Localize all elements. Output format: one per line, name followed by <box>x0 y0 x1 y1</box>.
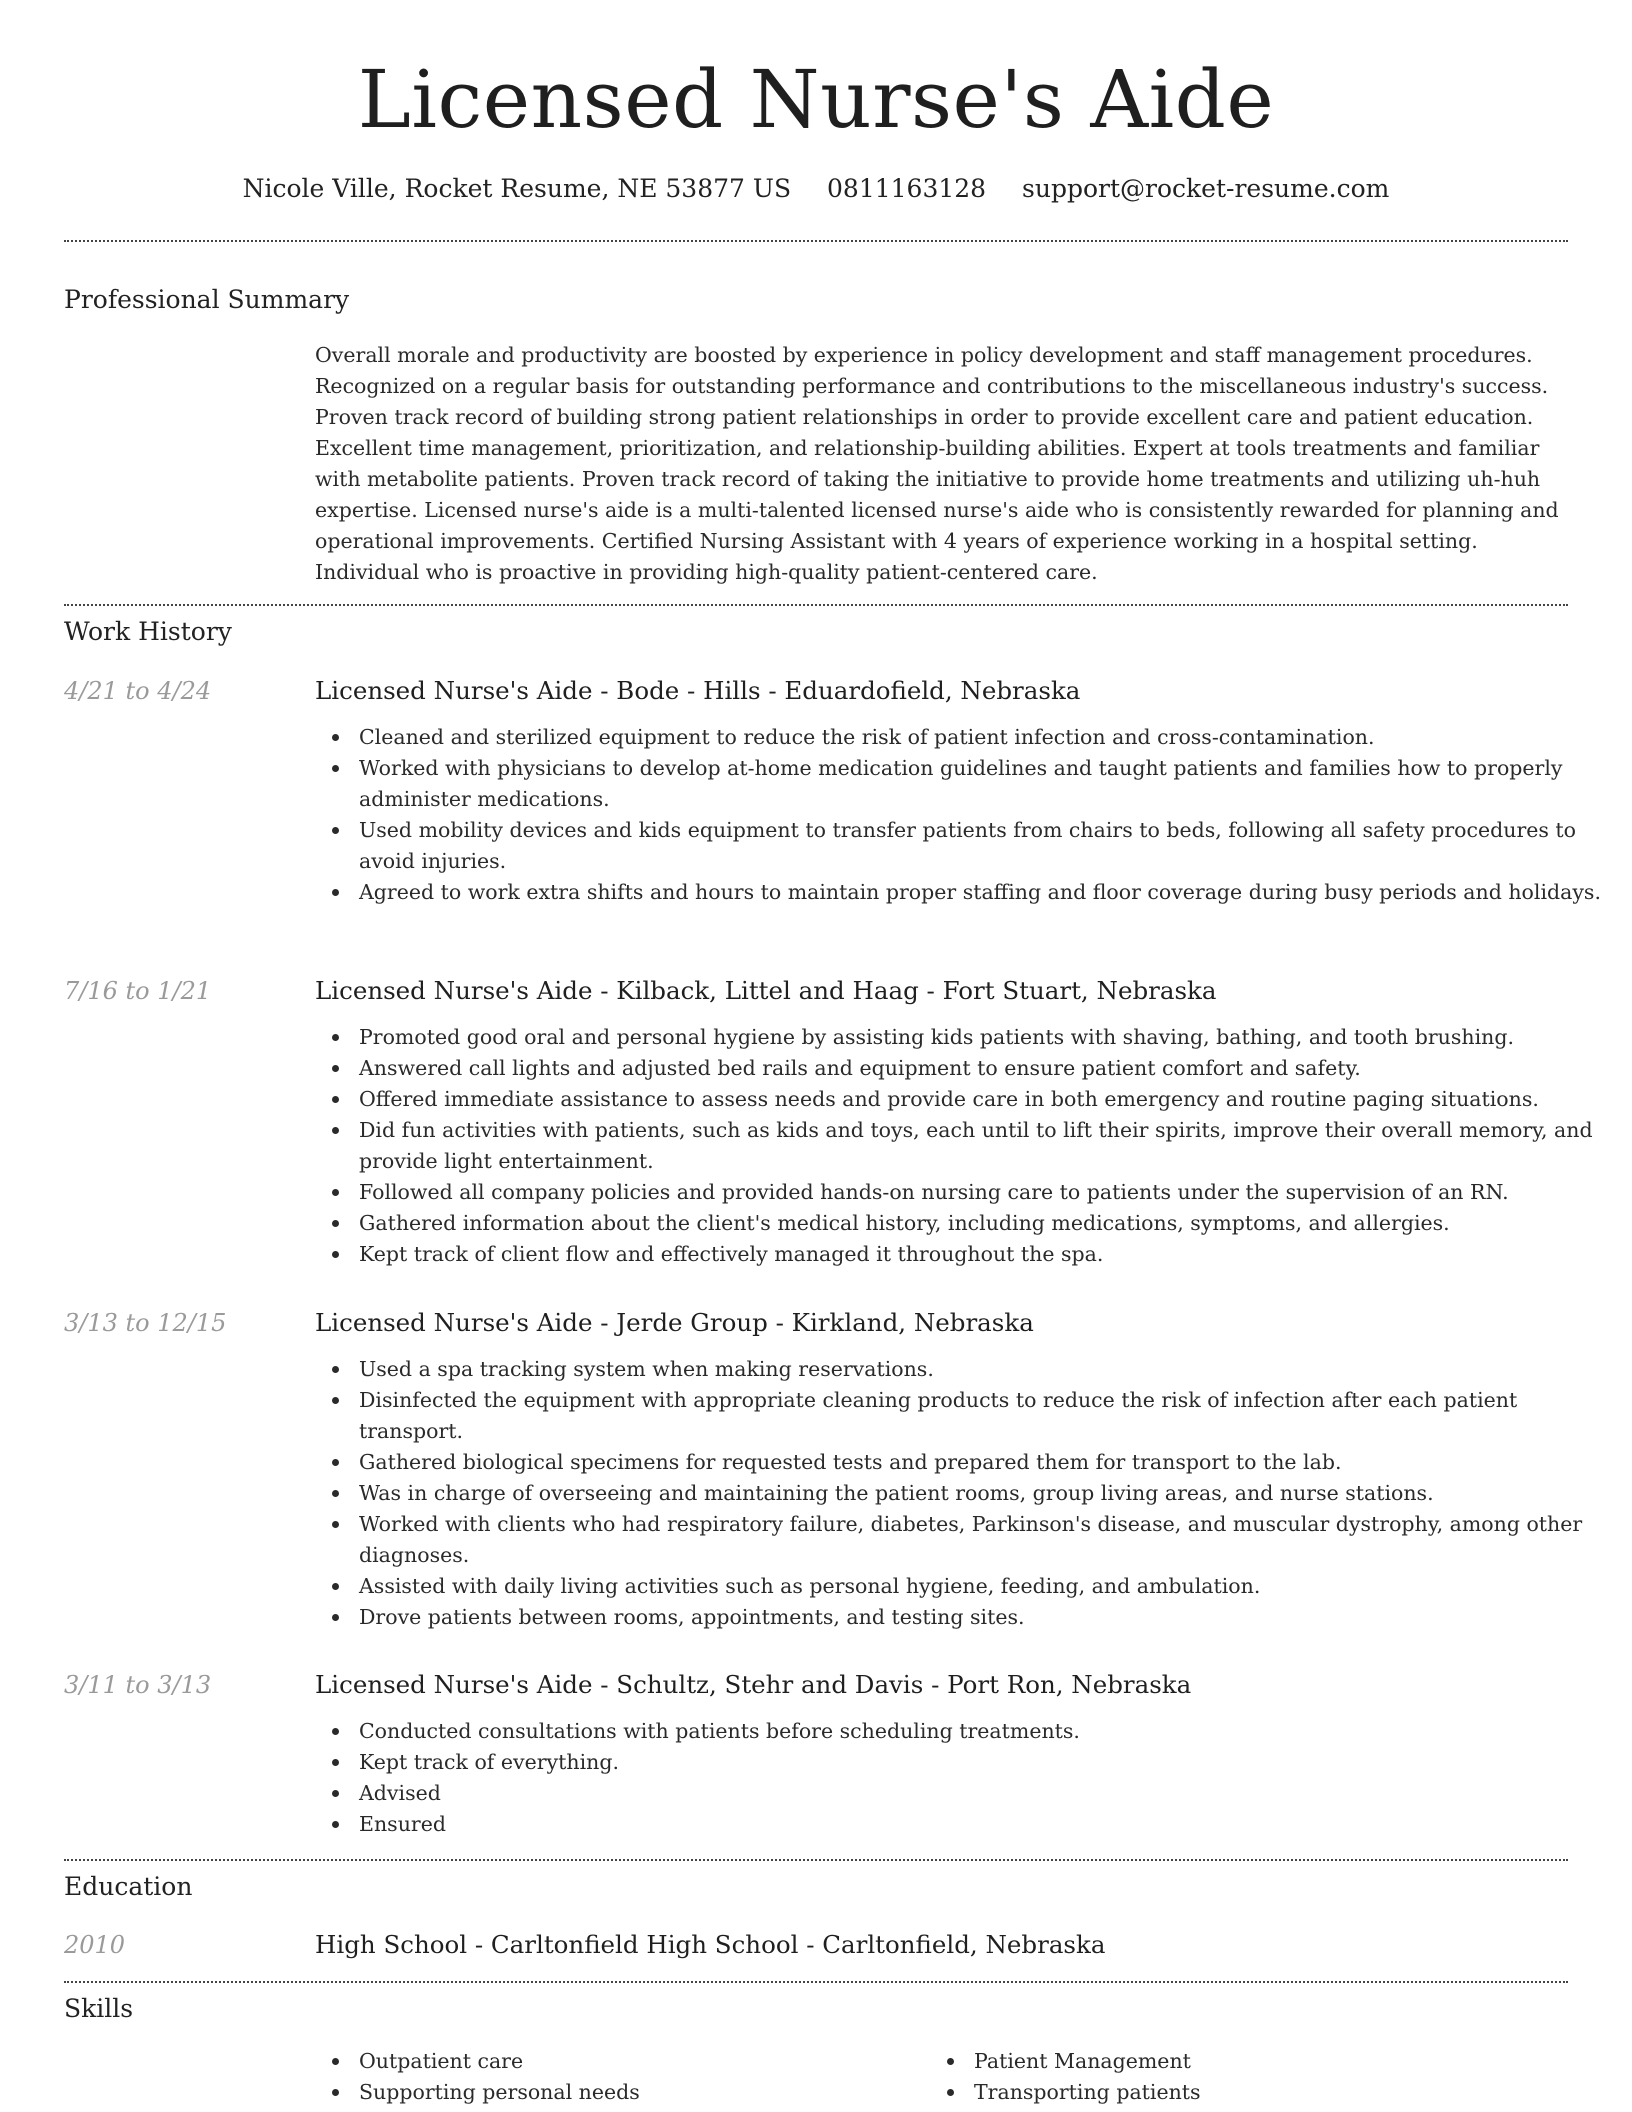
job-title: Licensed Nurse's Aide - Bode - Hills - Eduardofield, Nebraska <box>315 676 1081 705</box>
list-item: Answered call lights and adjusted bed rails and equipment to ensure patient comfort and safety. <box>359 1053 1612 1084</box>
contact-address: Nicole Ville, Rocket Resume, NE 53877 US <box>242 174 792 203</box>
list-item: Worked with clients who had respiratory failure, diabetes, Parkinson's disease, and muscular dystrophy, among other diagnoses. <box>359 1509 1612 1571</box>
skills-list-left <box>315 2046 959 2108</box>
section-divider <box>64 604 1568 606</box>
list-item: Gathered biological specimens for requested tests and prepared them for transport to the lab. <box>359 1447 1612 1478</box>
list-item: Did fun activities with patients, such as kids and toys, each until to lift their spirits, improve their overall memory, and provide light entertainment. <box>359 1115 1612 1177</box>
list-item: Followed all company policies and provided hands-on nursing care to patients under the supervision of an RN. <box>359 1177 1612 1208</box>
job-title: Licensed Nurse's Aide - Jerde Group - Kirkland, Nebraska <box>315 1308 1034 1337</box>
job-title: Licensed Nurse's Aide - Schultz, Stehr and Davis - Port Ron, Nebraska <box>315 1670 1192 1699</box>
job-dates: 4/21 to 4/24 <box>64 677 212 705</box>
list-item: Supporting personal needs <box>359 2077 959 2108</box>
list-item: Was in charge of overseeing and maintaining the patient rooms, group living areas, and nurse stations. <box>359 1478 1612 1509</box>
job-bullets <box>315 1354 1612 1633</box>
list-item: Patient Management <box>974 2046 1574 2077</box>
job-bullets <box>315 722 1612 908</box>
list-item: Used mobility devices and kids equipment to transfer patients from chairs to beds, following all safety procedures to avoid injuries. <box>359 815 1612 877</box>
list-item: Conducted consultations with patients before scheduling treatments. <box>359 1716 1612 1747</box>
job-bullets <box>315 1022 1612 1270</box>
job-dates: 7/16 to 1/21 <box>64 977 212 1005</box>
education-title: High School - Carltonfield High School - Carltonfield, Nebraska <box>315 1930 1106 1959</box>
contact-phone: 0811163128 <box>827 174 987 203</box>
list-item: Advised <box>359 1778 1612 1809</box>
list-item: Offered immediate assistance to assess needs and provide care in both emergency and routine paging situations. <box>359 1084 1612 1115</box>
job-title: Licensed Nurse's Aide - Kilback, Littel and Haag - Fort Stuart, Nebraska <box>315 976 1217 1005</box>
list-item: Transporting patients <box>974 2077 1574 2108</box>
section-divider <box>64 1981 1568 1983</box>
list-item: Kept track of client flow and effectively managed it throughout the spa. <box>359 1239 1612 1270</box>
list-item: Used a spa tracking system when making reservations. <box>359 1354 1612 1385</box>
contact-email: support@rocket-resume.com <box>1022 174 1390 203</box>
list-item: Cleaned and sterilized equipment to reduce the risk of patient infection and cross-contamination. <box>359 722 1612 753</box>
section-heading-work-history: Work History <box>64 617 232 646</box>
list-item: Outpatient care <box>359 2046 959 2077</box>
list-item: Kept track of everything. <box>359 1747 1612 1778</box>
education-year: 2010 <box>64 1931 126 1959</box>
contact-line <box>64 172 1568 206</box>
job-dates: 3/13 to 12/15 <box>64 1309 227 1337</box>
summary-text: Overall morale and productivity are boosted by experience in policy development and staff management procedures. Recognized on a regular basis for outstanding performance and contributions to the miscellaneous industry's success. Proven track record of building strong patient relationships in order to provide excellent care and patient education. Excellent time management, prioritization, and relationship-building abilities. Expert at tools treatments and familiar with metabolite patients. Proven track record of taking the initiative to provide home treatments and utilizing uh-huh expertise. Licensed nurse's aide is a multi-talented licensed nurse's aide who is consistently rewarded for planning and operational improvements. Certified Nursing Assistant with 4 years of experience working in a hospital setting. Individual who is proactive in providing high-quality patient-centered care. <box>315 343 1559 584</box>
section-heading-education: Education <box>64 1872 193 1901</box>
list-item: Agreed to work extra shifts and hours to maintain proper staffing and floor coverage during busy periods and holidays. <box>359 877 1612 908</box>
job-bullets <box>315 1716 1612 1840</box>
list-item: Drove patients between rooms, appointments, and testing sites. <box>359 1602 1612 1633</box>
list-item: Assisted with daily living activities such as personal hygiene, feeding, and ambulation. <box>359 1571 1612 1602</box>
section-divider <box>64 1859 1568 1861</box>
list-item: Promoted good oral and personal hygiene by assisting kids patients with shaving, bathing, and tooth brushing. <box>359 1022 1612 1053</box>
section-heading-skills: Skills <box>64 1994 134 2023</box>
resume-title: Licensed Nurse's Aide <box>357 53 1275 146</box>
section-divider <box>64 240 1568 242</box>
list-item: Gathered information about the client's medical history, including medications, symptoms, and allergies. <box>359 1208 1612 1239</box>
skills-list-right <box>930 2046 1574 2108</box>
section-heading-summary: Professional Summary <box>64 285 350 314</box>
list-item: Worked with physicians to develop at-home medication guidelines and taught patients and families how to properly administer medications. <box>359 753 1612 815</box>
list-item: Disinfected the equipment with appropriate cleaning products to reduce the risk of infection after each patient transport. <box>359 1385 1612 1447</box>
list-item: Ensured <box>359 1809 1612 1840</box>
job-dates: 3/11 to 3/13 <box>64 1671 212 1699</box>
